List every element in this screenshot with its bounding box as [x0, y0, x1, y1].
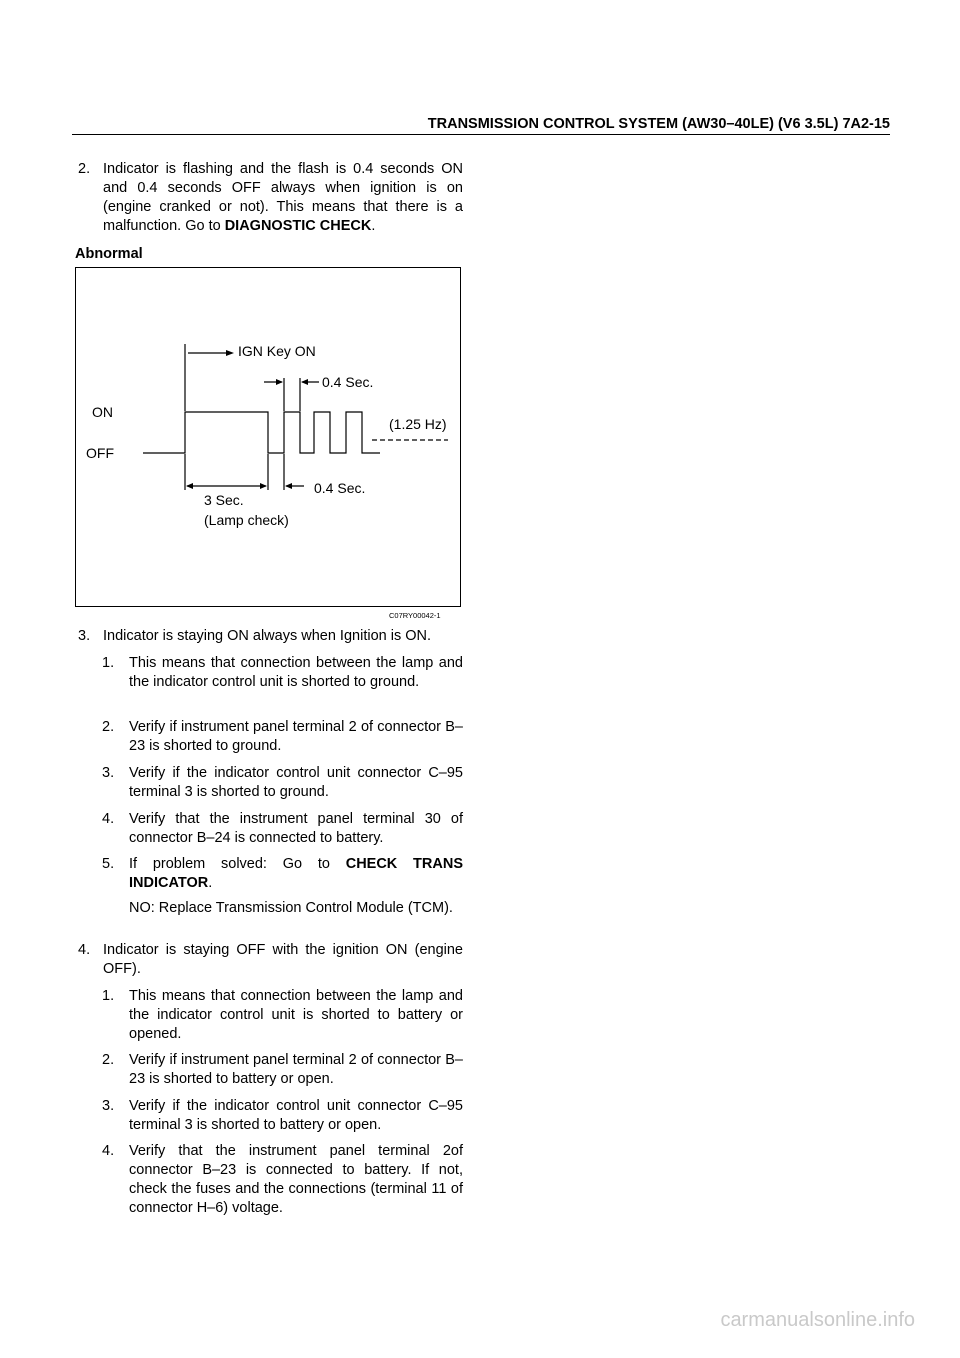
item-3 — [75, 627, 463, 646]
sub-text: Verify that the instrument panel terminal 30 of connector B–24 is connected to battery. — [129, 811, 463, 846]
top-04-sec-label: 0.4 Sec. — [322, 374, 374, 390]
sub-number: 1. — [102, 655, 115, 671]
sub-text: Verify if instrument panel terminal 2 of connector B–23 is shorted to ground. — [129, 719, 463, 754]
lamp-waveform — [143, 412, 380, 453]
sub-text: This means that connection between the lamp and the indicator control unit is shorted to battery or opened. — [129, 988, 463, 1042]
item-4-sub-4 — [75, 1142, 463, 1218]
hz-label: (1.25 Hz) — [389, 416, 447, 432]
lamp-check-label: (Lamp check) — [204, 512, 289, 528]
check-trans-indicator-link[interactable]: CHECK TRANS INDICATOR — [129, 856, 463, 891]
sub-number: 4. — [102, 811, 115, 827]
item-text: Indicator is staying ON always when Ignition is ON. — [103, 628, 431, 644]
item-end: . — [371, 218, 376, 234]
sub-end: . — [208, 875, 213, 891]
item-number: 3. — [78, 628, 91, 644]
dim-arrowhead — [301, 379, 308, 385]
3-sec-label: 3 Sec. — [204, 492, 244, 508]
off-label: OFF — [86, 445, 114, 461]
sub-text: Verify that the instrument panel terminal 2of connector B–23 is connected to battery. If not, check the fuses and the connections (terminal 11 of connector H–6) voltage. — [129, 1143, 463, 1216]
abnormal-label: Abnormal — [75, 246, 143, 262]
sub-text: Verify if instrument panel terminal 2 of connector B–23 is shorted to battery or open. — [129, 1052, 463, 1087]
page-header — [72, 116, 890, 135]
sub-number: 4. — [102, 1143, 115, 1159]
sub-number: 2. — [102, 1052, 115, 1068]
item-3-sub-2 — [75, 718, 463, 756]
sub-extra-text: NO: Replace Transmission Control Module (TCM). — [129, 900, 453, 916]
sub-number: 3. — [102, 1098, 115, 1114]
sub-number: 1. — [102, 988, 115, 1004]
item-text: Indicator is staying OFF with the ignition ON (engine OFF). — [103, 942, 463, 977]
dim-arrowhead — [186, 483, 193, 489]
sub-number: 2. — [102, 719, 115, 735]
timing-diagram — [75, 267, 461, 607]
item-number: 4. — [78, 942, 91, 958]
item-text: Indicator is flashing and the flash is 0.4 seconds ON and 0.4 seconds OFF always when ignition is on (engine cranked or not). This means that there is a malfunction. Go to — [103, 161, 463, 234]
item-3-sub-3 — [75, 764, 463, 802]
sub-text: Verify if the indicator control unit connector C–95 terminal 3 is shorted to ground. — [129, 765, 463, 800]
item-4-sub-3 — [75, 1097, 463, 1135]
dim-arrowhead — [260, 483, 267, 489]
sub-text: This means that connection between the lamp and the indicator control unit is shorted to ground. — [129, 655, 463, 690]
sub-number: 5. — [102, 856, 115, 872]
item-3-subs — [75, 654, 463, 692]
item-3-sub-5 — [75, 855, 463, 918]
bottom-04-sec-label: 0.4 Sec. — [314, 480, 366, 496]
timing-diagram-svg — [76, 268, 462, 608]
on-label: ON — [92, 404, 113, 420]
figure-code: C07RY00042-1 — [389, 611, 441, 620]
item-4-sub-1 — [75, 987, 463, 1044]
dim-arrowhead — [276, 379, 283, 385]
item-3-sub-4 — [75, 810, 463, 848]
item-2 — [75, 160, 463, 236]
dim-arrowhead — [285, 483, 292, 489]
ign-arrowhead — [226, 350, 234, 356]
ign-key-on-label: IGN Key ON — [238, 343, 316, 359]
watermark: carmanualsonline.info — [720, 1309, 915, 1331]
item-number: 2. — [78, 161, 91, 177]
item-4 — [75, 941, 463, 979]
diagnostic-check-link[interactable]: DIAGNOSTIC CHECK — [224, 218, 372, 234]
sub-number: 3. — [102, 765, 115, 781]
sub-text: Verify if the indicator control unit connector C–95 terminal 3 is shorted to battery or open. — [129, 1098, 463, 1133]
sub-text: If problem solved: Go to — [129, 856, 346, 872]
item-4-sub-2 — [75, 1051, 463, 1089]
header-title: TRANSMISSION CONTROL SYSTEM (AW30–40LE) (V6 3.5L) 7A2-15 — [427, 116, 890, 132]
